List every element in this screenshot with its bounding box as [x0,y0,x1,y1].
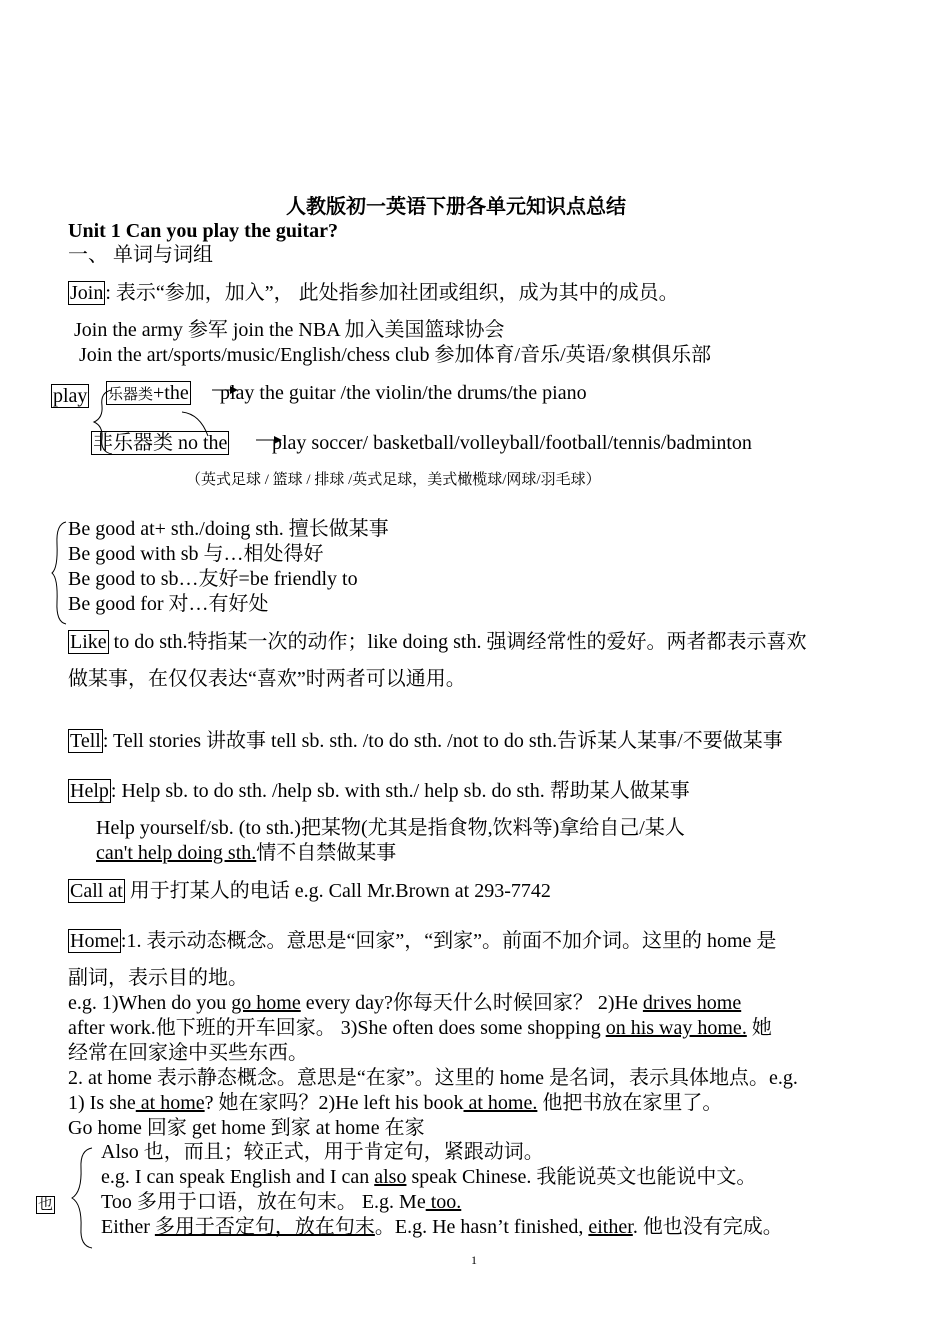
instrument-the: +the [153,382,189,404]
help-phrase-meaning: 情不自禁做某事 [256,842,397,864]
callat-description: 用于打某人的电话 e.g. Call Mr.Brown at 293-7742 [124,880,551,902]
also-text: 。E.g. He hasn’t finished, [374,1216,589,1238]
page-title: 人教版初一英语下册各单元知识点总结 [286,196,626,218]
home-example-line-1 [68,991,741,1015]
help-description: : Help sb. to do sth. /help sb. with sth./ help sb. do sth. 帮助某人做某事 [110,780,690,802]
callat-keyword: Call at [70,880,123,902]
like-keyword: Like [70,631,107,653]
good-item-3: Be good to sb…友好=be friendly to [68,568,358,590]
also-line-1: Also 也，而且；较正式，用于肯定句，紧跟动词。 [101,1141,544,1163]
also-brace-icon [68,1146,96,1250]
home-eg-text: 她 [746,1017,772,1039]
also-line-4 [101,1215,783,1239]
join-description: : 表示“参加，加入”， 此处指参加社团或组织，成为其中的成员。 [105,282,679,304]
home-st-underlined: at home [135,1092,205,1114]
home-static-line: 2. at home 表示静态概念。意思是“在家”。这里的 home 是名词，表示具体地点。e.g. [68,1067,798,1089]
join-example-1: Join the army 参军 join the NBA 加入美国篮球协会 [74,319,505,341]
help-keyword: Help [70,780,109,802]
home-phrases: Go home 回家 get home 到家 at home 在家 [68,1117,425,1139]
also-text: speak Chinese. 我能说英文也能说中文。 [406,1166,757,1188]
also-label-box: 也 [38,1197,54,1213]
home-st-text: ? 她在家吗？2)He left his book [204,1092,464,1114]
also-label [36,1193,55,1217]
non-instrument-category [91,431,229,455]
good-brace-icon [50,520,70,626]
help-example-1: Help yourself/sb. (to sth.)把某物(尤其是指食物,饮料等)拿给自己/某人 [96,817,685,839]
non-instrument-label: 非乐器类 no the [93,432,228,454]
join-example-2: Join the art/sports/music/English/chess club 参加体育/音乐/英语/象棋俱乐部 [79,344,712,366]
instrument-label: 乐器类 [108,387,154,403]
page-number: 1 [471,1253,477,1267]
home-example-line-3: 经常在回家途中买些东西。 [68,1042,308,1064]
like-entry [68,630,806,654]
also-text: e.g. I can speak English and I can [101,1166,375,1188]
also-text: Too 多用于口语，放在句末。 E.g. Me [101,1191,426,1213]
home-keyword: Home [70,930,119,952]
home-eg-underlined: go home [231,992,301,1014]
also-underlined: 多用于否定句，放在句末 [154,1216,375,1238]
tell-entry [68,729,783,753]
also-underlined: also [374,1166,407,1188]
home-eg-text: every day?你每天什么时候回家？ 2)He [300,992,643,1014]
help-phrase-underlined: can't help doing sth. [96,842,257,864]
home-line-2: 副词，表示目的地。 [68,967,248,989]
callat-entry [68,879,551,903]
like-line-1: to do sth.特指某一次的动作；like doing sth. 强调经常性的爱好。两者都表示喜欢 [108,631,807,653]
like-line-2: 做某事，在仅仅表达“喜欢”时两者可以通用。 [68,668,466,690]
home-static-examples [68,1091,722,1115]
home-example-line-2 [68,1016,772,1040]
home-eg-text: after work.他下班的开车回家。 3)She often does some shopping [68,1017,606,1039]
instrument-category [106,381,191,407]
home-entry [68,929,776,953]
unit-heading: Unit 1 Can you play the guitar? [68,220,339,242]
home-st-underlined: at home. [463,1092,538,1114]
play-keyword [51,384,89,408]
home-st-text: 1) Is she [68,1092,136,1114]
home-eg-text: e.g. 1)When do you [68,992,232,1014]
play-keyword-box: play [53,385,88,407]
tell-keyword: Tell [70,730,101,752]
help-example-2 [96,841,396,865]
join-keyword: Join [70,282,104,304]
section-heading: 一、 单词与词组 [68,244,213,266]
also-text: . 他也没有完成。 [632,1216,783,1238]
home-eg-underlined: drives home [642,992,742,1014]
also-underlined: too. [425,1191,462,1213]
good-item-1: Be good at+ sth./doing sth. 擅长做某事 [68,518,389,540]
also-line-2 [101,1165,756,1189]
also-line-3 [101,1190,461,1214]
home-line-1: :1. 表示动态概念。意思是“回家”，“到家”。前面不加介词。这里的 home 是 [120,930,777,952]
also-text: Either [101,1216,155,1238]
home-eg-underlined: on his way home. [605,1017,747,1039]
join-entry [68,281,679,305]
home-st-text: 他把书放在家里了。 [537,1092,723,1114]
also-underlined: either [588,1216,633,1238]
non-instrument-examples: play soccer/ basketball/volleyball/football/tennis/badminton [272,432,752,454]
good-item-4: Be good for 对…有好处 [68,593,269,615]
tell-description: : Tell stories 讲故事 tell sb. sth. /to do sth. /not to do sth.告诉某人某事/不要做某事 [102,730,783,752]
good-item-2: Be good with sb 与…相处得好 [68,543,324,565]
help-entry [68,779,690,803]
sports-translation: （英式足球 / 篮球 / 排球 /英式足球，美式橄榄球/网球/羽毛球） [186,472,601,488]
instrument-examples: play the guitar /the violin/the drums/the piano [220,382,587,404]
